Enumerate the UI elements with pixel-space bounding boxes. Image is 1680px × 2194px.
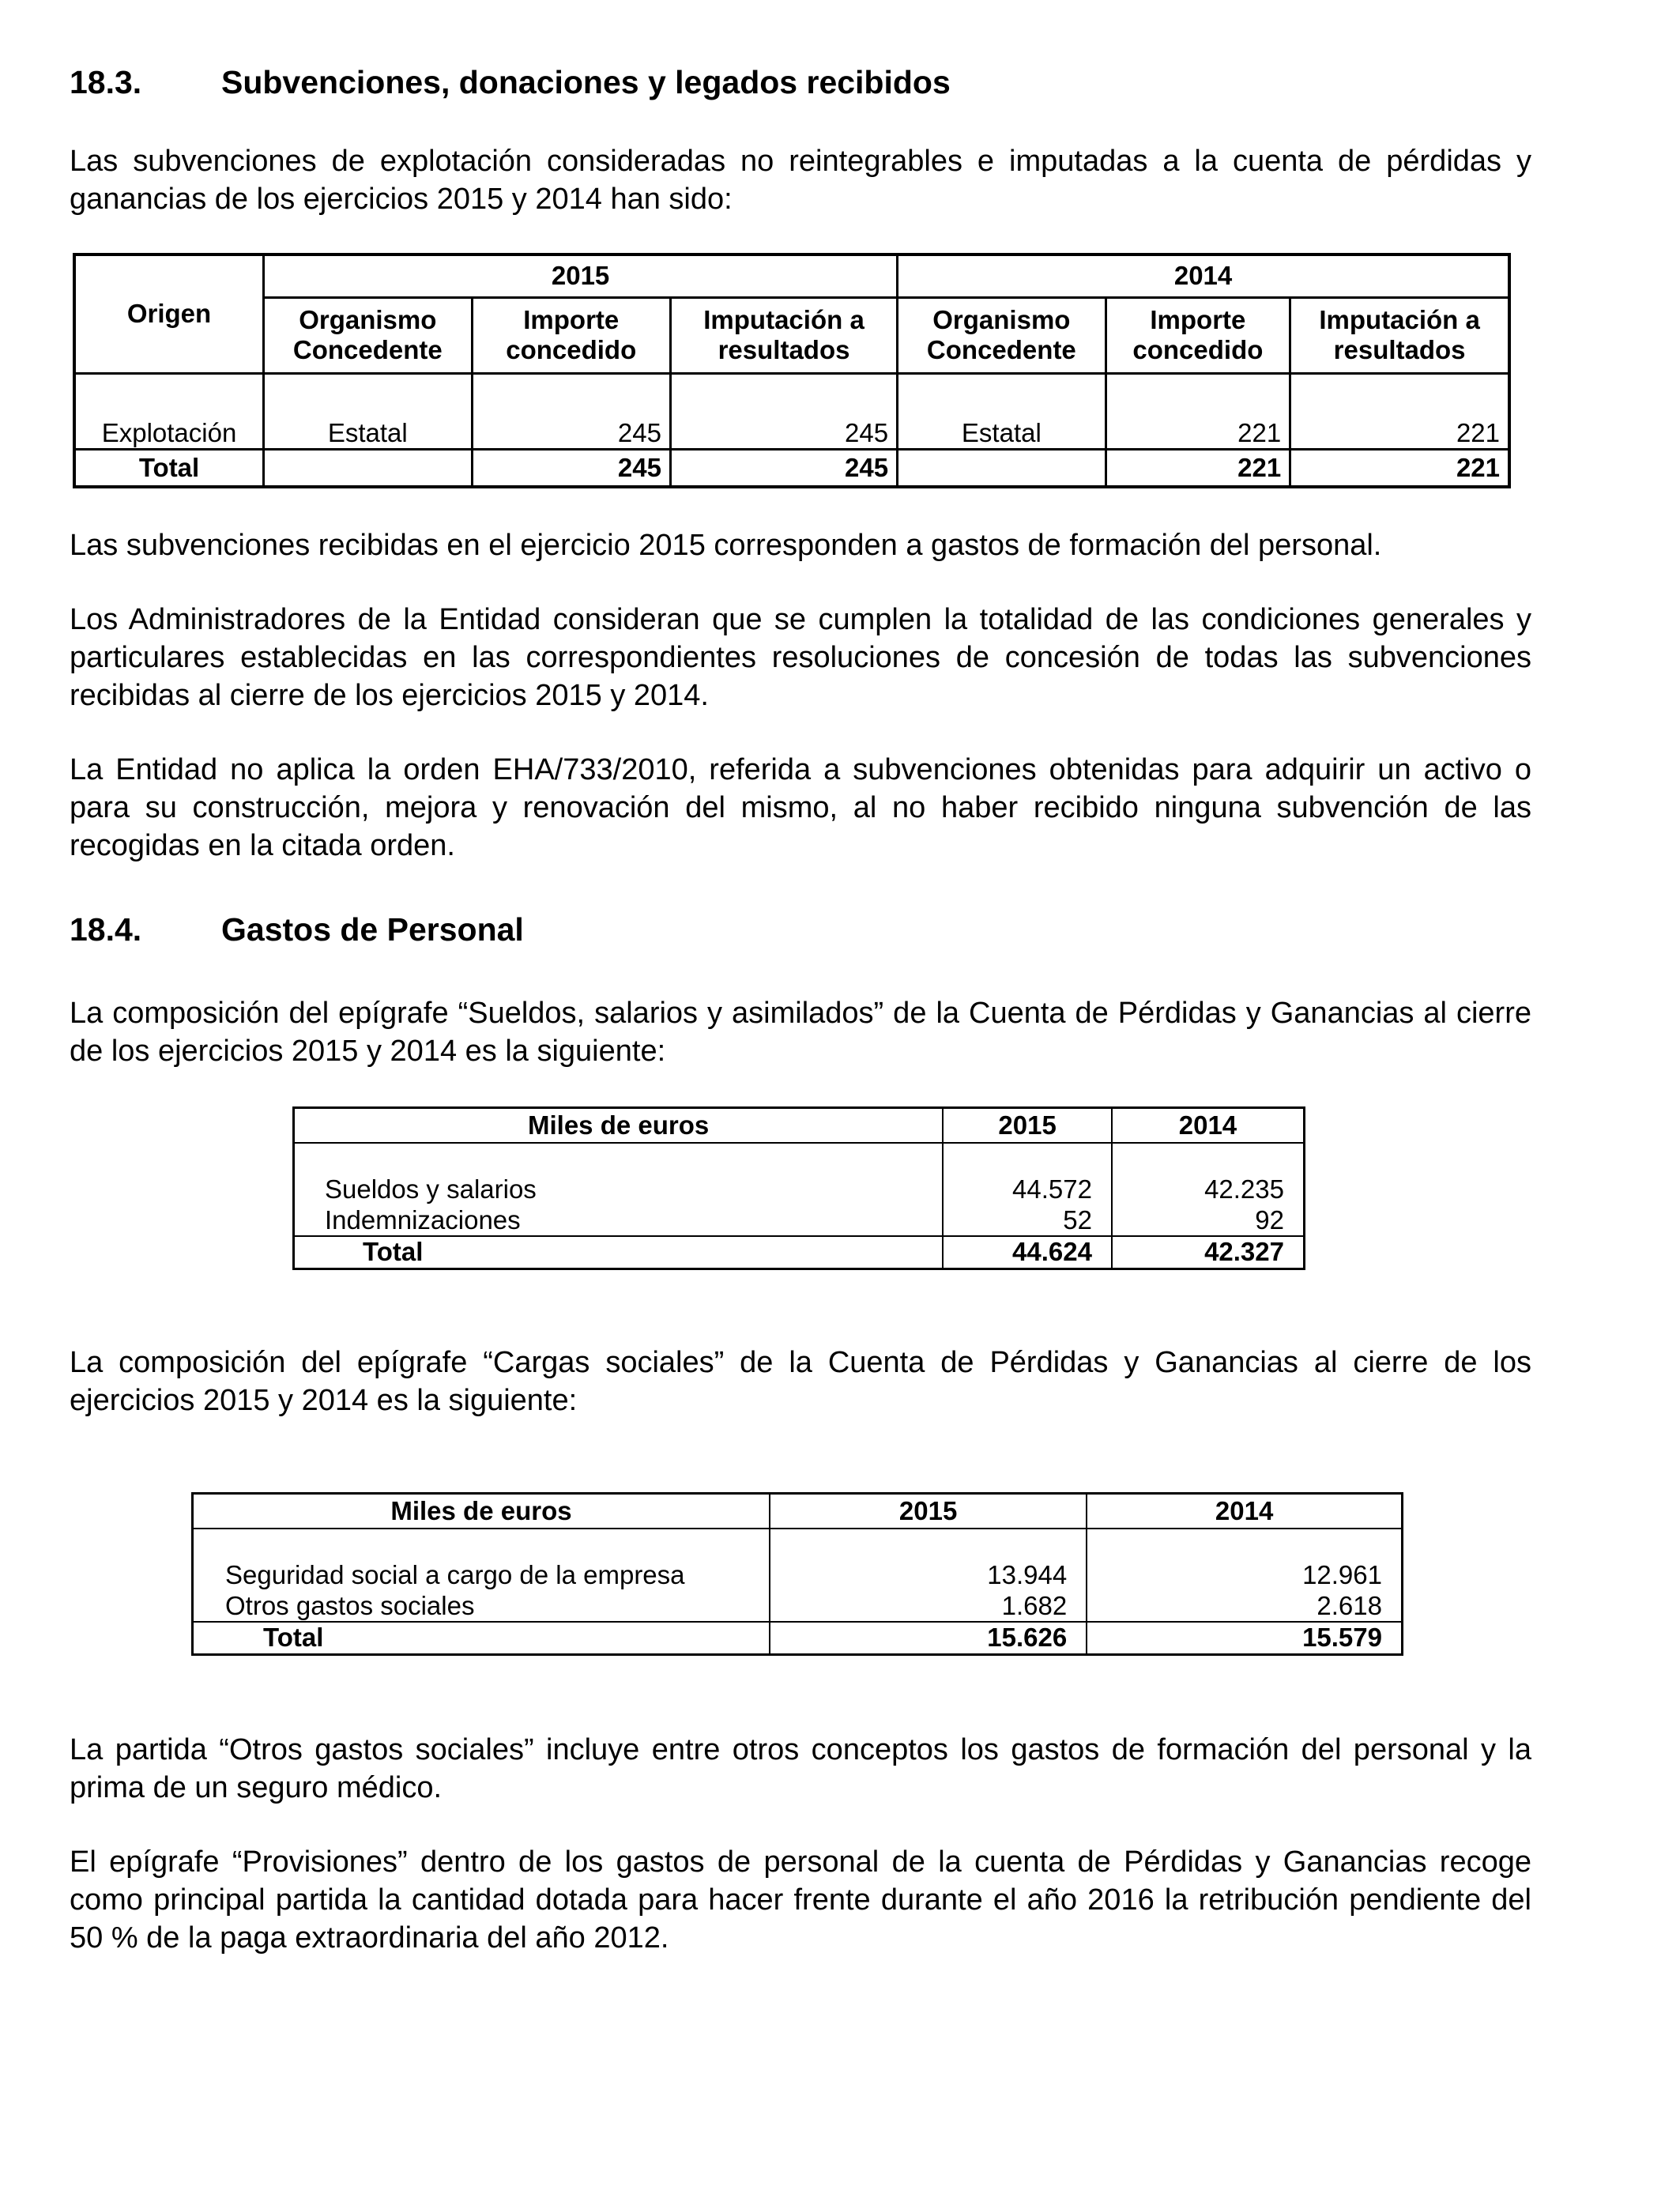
col-origen: Origen xyxy=(74,254,264,373)
section-title: Subvenciones, donaciones y legados recibidos xyxy=(221,64,951,100)
section-title: Gastos de Personal xyxy=(221,911,524,948)
table-row xyxy=(193,1590,1403,1622)
total-value-2015: 15.626 xyxy=(770,1622,1087,1655)
subvenciones-table xyxy=(73,253,1511,488)
row-value-2014: 2.618 xyxy=(1087,1590,1402,1622)
row-value-2014: 92 xyxy=(1112,1204,1305,1236)
section-number: 18.3. xyxy=(70,64,142,100)
total-empty xyxy=(898,449,1106,487)
col-organismo-2015: Organismo Concedente xyxy=(264,297,473,373)
table-row xyxy=(74,373,1509,449)
section-heading-18-4 xyxy=(70,910,524,948)
col-imputacion-2015: Imputación a resultados xyxy=(670,297,897,373)
provisiones-paragraph: El epígrafe “Provisiones” dentro de los gastos de personal de la cuenta de Pérdidas y Ganancias recoge como principal partida la cantidad dotada para hacer frente durante el año 2016 la retribución pendiente del 50 % de la paga extraordinaria del año 2012. xyxy=(70,1845,1531,1955)
row-value-2014: 12.961 xyxy=(1087,1529,1402,1590)
total-label: Total xyxy=(294,1236,944,1269)
col-2014: 2014 xyxy=(1112,1108,1305,1143)
total-row xyxy=(74,449,1509,487)
cell-organismo-2015: Estatal xyxy=(264,373,473,449)
col-miles-de-euros: Miles de euros xyxy=(294,1108,944,1143)
col-miles-de-euros: Miles de euros xyxy=(193,1494,770,1529)
total-value-2014: 42.327 xyxy=(1112,1236,1305,1269)
col-imputacion-2014: Imputación a resultados xyxy=(1290,297,1509,373)
col-importe-2014: Importe concedido xyxy=(1106,297,1290,373)
row-label: Seguridad social a cargo de la empresa xyxy=(193,1529,770,1590)
total-value-2014: 15.579 xyxy=(1087,1622,1402,1655)
row-value-2015: 52 xyxy=(943,1204,1112,1236)
section-number: 18.4. xyxy=(70,911,142,948)
row-value-2014: 42.235 xyxy=(1112,1143,1305,1204)
row-value-2015: 1.682 xyxy=(770,1590,1087,1622)
cell-importe-2015: 245 xyxy=(472,373,670,449)
subvenciones-paragraph-3: La Entidad no aplica la orden EHA/733/2010, referida a subvenciones obtenidas para adquirir un activo o para su construcción, mejora y renovación del mismo, al no haber recibido ninguna subvención de las recogidas en la citada orden. xyxy=(70,753,1531,862)
col-importe-2015: Importe concedido xyxy=(472,297,670,373)
cell-organismo-2014: Estatal xyxy=(898,373,1106,449)
otros-gastos-paragraph: La partida “Otros gastos sociales” incluye entre otros conceptos los gastos de formación del personal y la prima de un seguro médico. xyxy=(70,1733,1531,1804)
col-2015: 2015 xyxy=(943,1108,1112,1143)
row-label: Sueldos y salarios xyxy=(294,1143,944,1204)
total-empty xyxy=(264,449,473,487)
cell-imputacion-2014: 221 xyxy=(1290,373,1509,449)
row-value-2015: 44.572 xyxy=(943,1143,1112,1204)
total-importe-2015: 245 xyxy=(472,449,670,487)
row-label: Indemnizaciones xyxy=(294,1204,944,1236)
sueldos-intro: La composición del epígrafe “Sueldos, salarios y asimilados” de la Cuenta de Pérdidas y Ganancias al cierre de los ejercicios 2015 y 2014 es la siguiente: xyxy=(70,997,1531,1068)
year-header-2015: 2015 xyxy=(264,254,898,297)
cell-imputacion-2015: 245 xyxy=(670,373,897,449)
total-row xyxy=(193,1622,1403,1655)
cargas-table xyxy=(191,1492,1403,1656)
cargas-intro: La composición del epígrafe “Cargas sociales” de la Cuenta de Pérdidas y Ganancias al cierre de los ejercicios 2015 y 2014 es la siguiente: xyxy=(70,1346,1531,1417)
col-2014: 2014 xyxy=(1087,1494,1402,1529)
cell-origen: Explotación xyxy=(74,373,264,449)
section-heading-18-3 xyxy=(70,63,951,101)
total-imputacion-2015: 245 xyxy=(670,449,897,487)
subvenciones-paragraph-2: Los Administradores de la Entidad consideran que se cumplen la totalidad de las condiciones generales y particulares establecidas en las correspondientes resoluciones de concesión de todas las subvenciones recibidas al cierre de los ejercicios 2015 y 2014. xyxy=(70,603,1531,712)
subvenciones-intro: Las subvenciones de explotación consideradas no reintegrables e imputadas a la cuenta de pérdidas y ganancias de los ejercicios 2015 y 2014 han sido: xyxy=(70,145,1531,216)
cell-importe-2014: 221 xyxy=(1106,373,1290,449)
year-header-2014: 2014 xyxy=(898,254,1509,297)
subvenciones-paragraph-1: Las subvenciones recibidas en el ejercicio 2015 corresponden a gastos de formación del personal. xyxy=(70,529,1382,562)
col-2015: 2015 xyxy=(770,1494,1087,1529)
row-label: Otros gastos sociales xyxy=(193,1590,770,1622)
table-row xyxy=(294,1143,1305,1204)
col-organismo-2014: Organismo Concedente xyxy=(898,297,1106,373)
total-row xyxy=(294,1236,1305,1269)
total-label: Total xyxy=(74,449,264,487)
total-imputacion-2014: 221 xyxy=(1290,449,1509,487)
row-value-2015: 13.944 xyxy=(770,1529,1087,1590)
table-row xyxy=(294,1204,1305,1236)
table-row xyxy=(193,1529,1403,1590)
total-importe-2014: 221 xyxy=(1106,449,1290,487)
total-label: Total xyxy=(193,1622,770,1655)
sueldos-table xyxy=(292,1106,1305,1270)
total-value-2015: 44.624 xyxy=(943,1236,1112,1269)
